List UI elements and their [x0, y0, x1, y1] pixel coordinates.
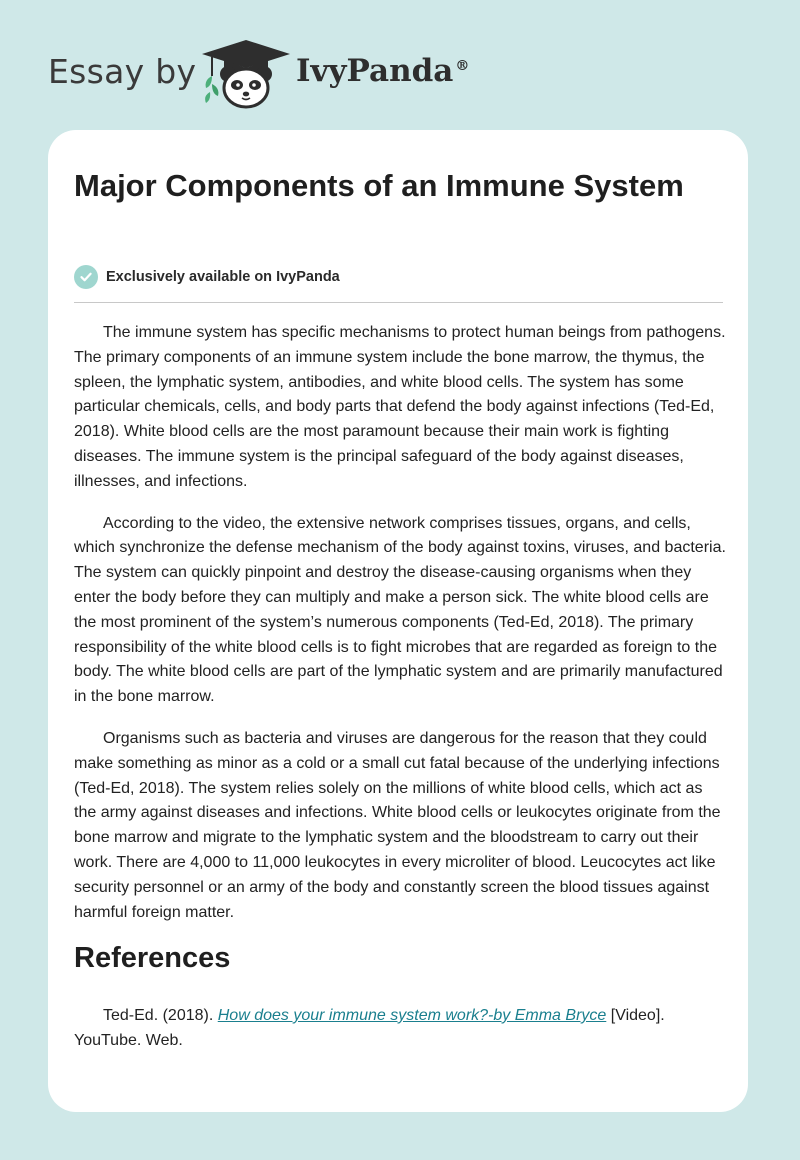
- site-header: [0, 0, 800, 130]
- reference-entry: [74, 1004, 729, 1054]
- exclusive-notice: [74, 264, 340, 290]
- reference-prefix: Ted-Ed. (2018).: [103, 1007, 218, 1024]
- brand-name-text: IvyPanda: [296, 53, 454, 89]
- essay-body: [74, 321, 729, 942]
- essay-title: Major Components of an Immune System: [74, 168, 684, 203]
- essay-card: [48, 130, 748, 1112]
- reference-suffix: [Video]. YouTube. Web.: [74, 1007, 665, 1049]
- brand-name[interactable]: [296, 53, 469, 89]
- registered-mark: ®: [455, 57, 470, 74]
- brand-prefix: Essay by: [48, 52, 197, 91]
- exclusive-label: Exclusively available on IvyPanda: [106, 269, 340, 285]
- paragraph-1: The immune system has specific mechanisms to protect human beings from pathogens. The primary components of an immune system include the bone marrow, the thymus, the spleen, the lymphatic system, antibodies, and white blood cells. The system has some particular chemicals, cells, and body parts that defend the body against infections (Ted-Ed, 2018). White blood cells are the most paramount because their main work is fighting diseases. The immune system is the principal safeguard of the body against diseases, illnesses, and infections.: [74, 324, 726, 490]
- divider: [74, 302, 723, 303]
- check-badge-icon: [74, 265, 98, 289]
- references-heading: References: [74, 942, 231, 974]
- paragraph-2: According to the video, the extensive network comprises tissues, organs, and cells, which synchronize the defense mechanism of the body against toxins, viruses, and bacteria. The system can quickly pinpoint and destroy the disease-causing organisms when they enter the body before they can multiply and make a person sick. The white blood cells are the most prominent of the system’s numerous components (Ted-Ed, 2018). The primary responsibility of the white blood cells is to fight microbes that are regarded as foreign to the body. The white blood cells are part of the lymphatic system and are primarily manufactured in the bone marrow.: [74, 514, 726, 706]
- panda-graduate-icon[interactable]: [198, 38, 294, 110]
- reference-link[interactable]: How does your immune system work?-by Emma Bryce: [217, 1007, 607, 1024]
- paragraph-3: Organisms such as bacteria and viruses are dangerous for the reason that they could make something as minor as a cold or a small cut fatal because of the underlying infections (Ted-Ed, 2018). The system relies solely on the millions of white blood cells, which act as the army against diseases and infections. White blood cells or leukocytes originate from the bone marrow and migrate to the lymphatic system and the bloodstream to carry out their work. There are 4,000 to 11,000 leukocytes in every microliter of blood. Leucocytes act like security personnel or an army of the body and constantly screen the blood tissues against harmful foreign matter.: [74, 729, 721, 921]
